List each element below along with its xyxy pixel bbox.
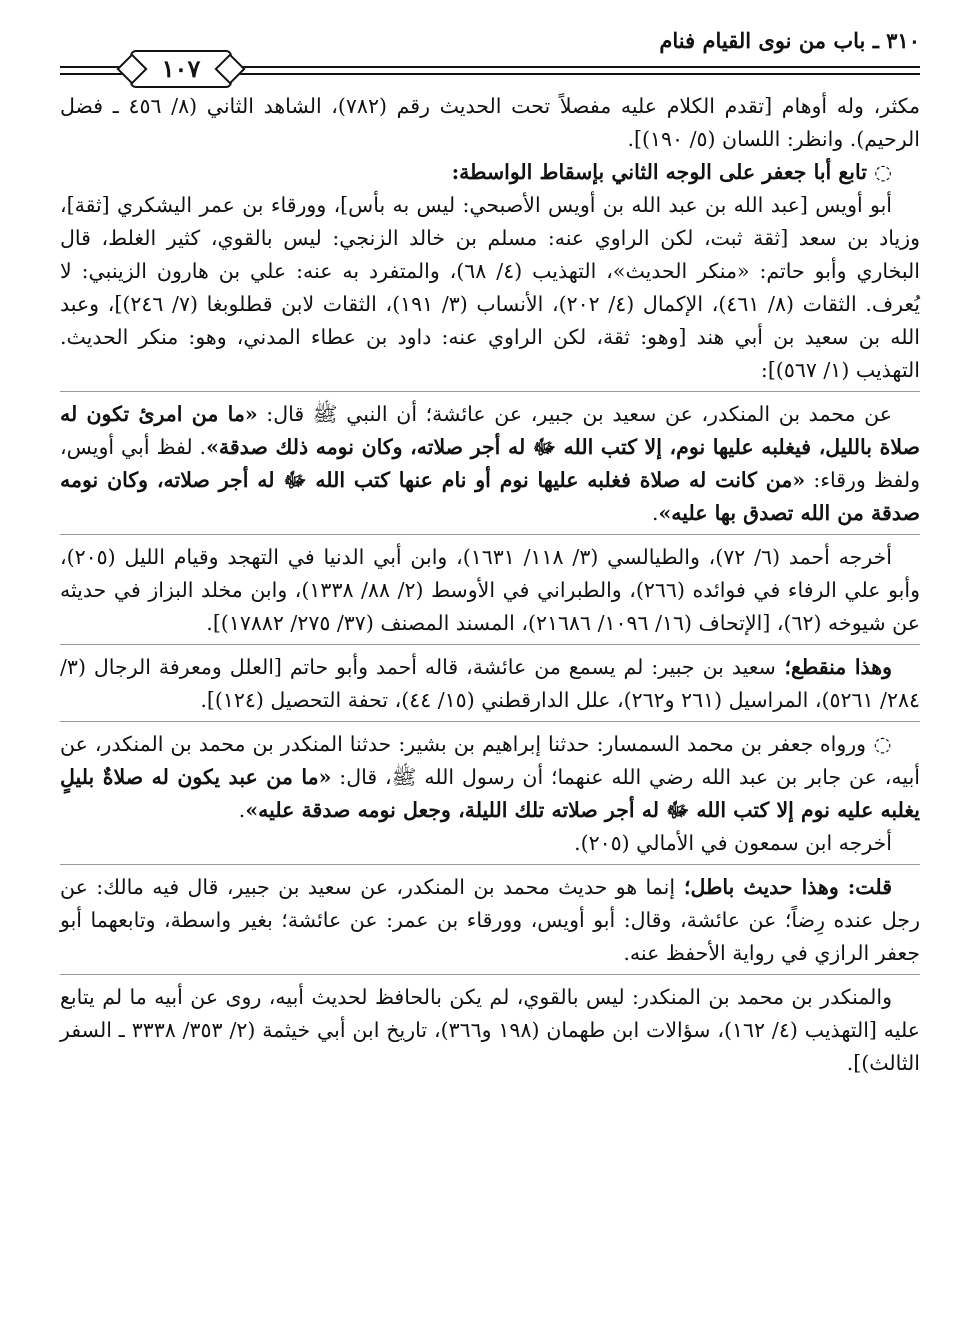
text-segment: عن محمد بن المنكدر، عن سعيد بن جبير، عن عائشة؛ أن النبي ﷺ قال: — [257, 402, 892, 426]
paragraph-separator — [60, 534, 920, 535]
bold-text-segment: قلت: وهذا حديث باطل؛ — [675, 875, 892, 899]
paragraph-p4 — [60, 398, 920, 530]
text-segment: أخرجه ابن سمعون في الأمالي (٢٠٥). — [574, 831, 892, 855]
paragraph-separator — [60, 391, 920, 392]
page-header — [60, 28, 920, 90]
chapter-title: ٣١٠ ـ باب من نوى القيام فنام — [659, 28, 920, 53]
paragraph-p8 — [60, 827, 920, 860]
bold-text-segment: «من كانت له صلاة فغلبه عليها نوم أو نام عنها كتب الله ﷻ له أجر صلاته، وكان نومه صدقة من الله تصدق بها عليه» — [60, 468, 920, 525]
text-segment: أخرجه أحمد (٦/ ٧٢)، والطيالسي (٣/ ١١٨/ ١٦٣١)، وابن أبي الدنيا في التهجد وقيام الليل (٢٠٥)، وأبو علي الرفاء في فوائده (٢٦٦)، والطبراني في الأوسط (٢/ ٨٨/ ١٣٣٨)، وابن مخلد البزاز في حديثه عن شيوخه (٦٢)، [الإتحاف (١٦/ ١٠٩٦/ ٢١٦٨٦)، المسند المصنف (٣٧/ ٢٧٥/ ١٧٨٨٢)]. — [60, 545, 920, 635]
paragraph-p3 — [60, 189, 920, 387]
paragraph-p10 — [60, 981, 920, 1080]
text-segment: سعيد بن جبير: لم يسمع من عائشة، قاله أحمد وأبو حاتم [العلل ومعرفة الرجال (٣/ ٢٨٤/ ٥٢٦١)، المراسيل (٢٦١ و٢٦٢)، علل الدارقطني (١٥/ ٤٤)، تحفة التحصيل (١٢٤)]. — [60, 655, 920, 712]
paragraph-p1 — [60, 90, 920, 156]
paragraph-p2 — [60, 156, 920, 189]
bold-text-segment: وهذا منقطع؛ — [775, 655, 892, 679]
text-segment: . — [238, 798, 246, 822]
paragraph-p9 — [60, 871, 920, 970]
bold-text-segment: «ما من امرئ تكون له صلاة بالليل، فيغلبه عليها نوم، إلا كتب الله ﷻ له أجر صلاته، وكان نومه ذلك صدقة» — [60, 402, 920, 459]
text-segment: مكثر، وله أوهام [تقدم الكلام عليه مفصلاً تحت الحديث رقم (٧٨٢)، الشاهد الثاني (٨/ ٤٥٦ ـ فضل الرحيم). وانظر: اللسان (٥/ ١٩٠)]. — [60, 94, 920, 151]
bold-text-segment: ◌ — [866, 160, 892, 184]
document-page — [60, 28, 920, 1080]
text-segment: أبو أويس [عبد الله بن عبد الله بن أويس الأصبحي: ليس به بأس]، وورقاء بن عمر اليشكري [ثقة]، وزياد بن سعد [ثقة ثبت، لكن الراوي عنه: مسلم بن خالد الزنجي: ليس بالقوي، كثير الغلط، قال البخاري وأبو حاتم: «منكر الحديث»، التهذيب (٤/ ٦٨)، والمتفرد به عنه: علي بن هارون الزينبي: لا يُعرف. الثقات (٨/ ٤٦١)، الإكمال (٤/ ٢٠٢)، الأنساب (٣/ ١٩١)، الثقات لابن قطلوبغا (٧/ ٢٤٦)]، وعبد الله بن سعيد بن أبي هند [وهو: ثقة، لكن الراوي عنه: داود بن عطاء المدني، وهو: منكر الحديث. التهذيب (١/ ٥٦٧)]: — [60, 193, 921, 382]
bold-text-segment: تابع أبا جعفر على الوجه الثاني بإسقاط الواسطة: — [451, 160, 867, 184]
paragraph-separator — [60, 974, 920, 975]
paragraph-p7 — [60, 728, 920, 827]
page-number-badge — [130, 50, 232, 88]
text-segment: . لفظ أبي أويس، ولفظ ورقاء: — [60, 435, 921, 492]
paragraph-p5 — [60, 541, 920, 640]
paragraph-separator — [60, 644, 920, 645]
text-segment: إنما هو حديث محمد بن المنكدر، عن سعيد بن جبير، قال فيه مالك: عن رجل عنده رِضاً؛ عن عائشة، وقال: أبو أويس، وورقاء بن عمر: عن عائشة؛ بغير واسطة، وتابعهما أبو جعفر الرازي في رواية الأحفظ عنه. — [60, 875, 920, 965]
bold-text-segment: ◌ — [866, 732, 893, 756]
text-segment: . — [651, 501, 659, 525]
paragraph-separator — [60, 864, 920, 865]
page-number: ١٠٧ — [156, 54, 207, 83]
text-segment: والمنكدر بن محمد بن المنكدر: ليس بالقوي، لم يكن بالحافظ لحديث أبيه، روى عن أبيه ما لم يتابع عليه [التهذيب (٤/ ١٦٢)، سؤالات ابن طهمان (١٩٨ و٣٦٦)، تاريخ ابن أبي خيثمة (٢/ ٣٥٣/ ٣٣٣٨ ـ السفر الثالث)]. — [60, 985, 920, 1075]
body-text — [60, 90, 920, 1080]
bold-text-segment: «ما من عبد يكون له صلاةٌ بليلٍ يغلبه عليه نوم إلا كتب الله ﷻ له أجر صلاته تلك الليلة، وجعل نومه صدقة عليه» — [60, 765, 920, 822]
text-segment: ورواه جعفر بن محمد السمسار: حدثنا إبراهيم بن بشير: حدثنا المنكدر بن محمد بن المنكدر، عن أبيه، عن جابر بن عبد الله رضي الله عنهما؛ أن رسول الله ﷺ، قال: — [60, 732, 920, 789]
paragraph-separator — [60, 721, 920, 722]
paragraph-p6 — [60, 651, 920, 717]
